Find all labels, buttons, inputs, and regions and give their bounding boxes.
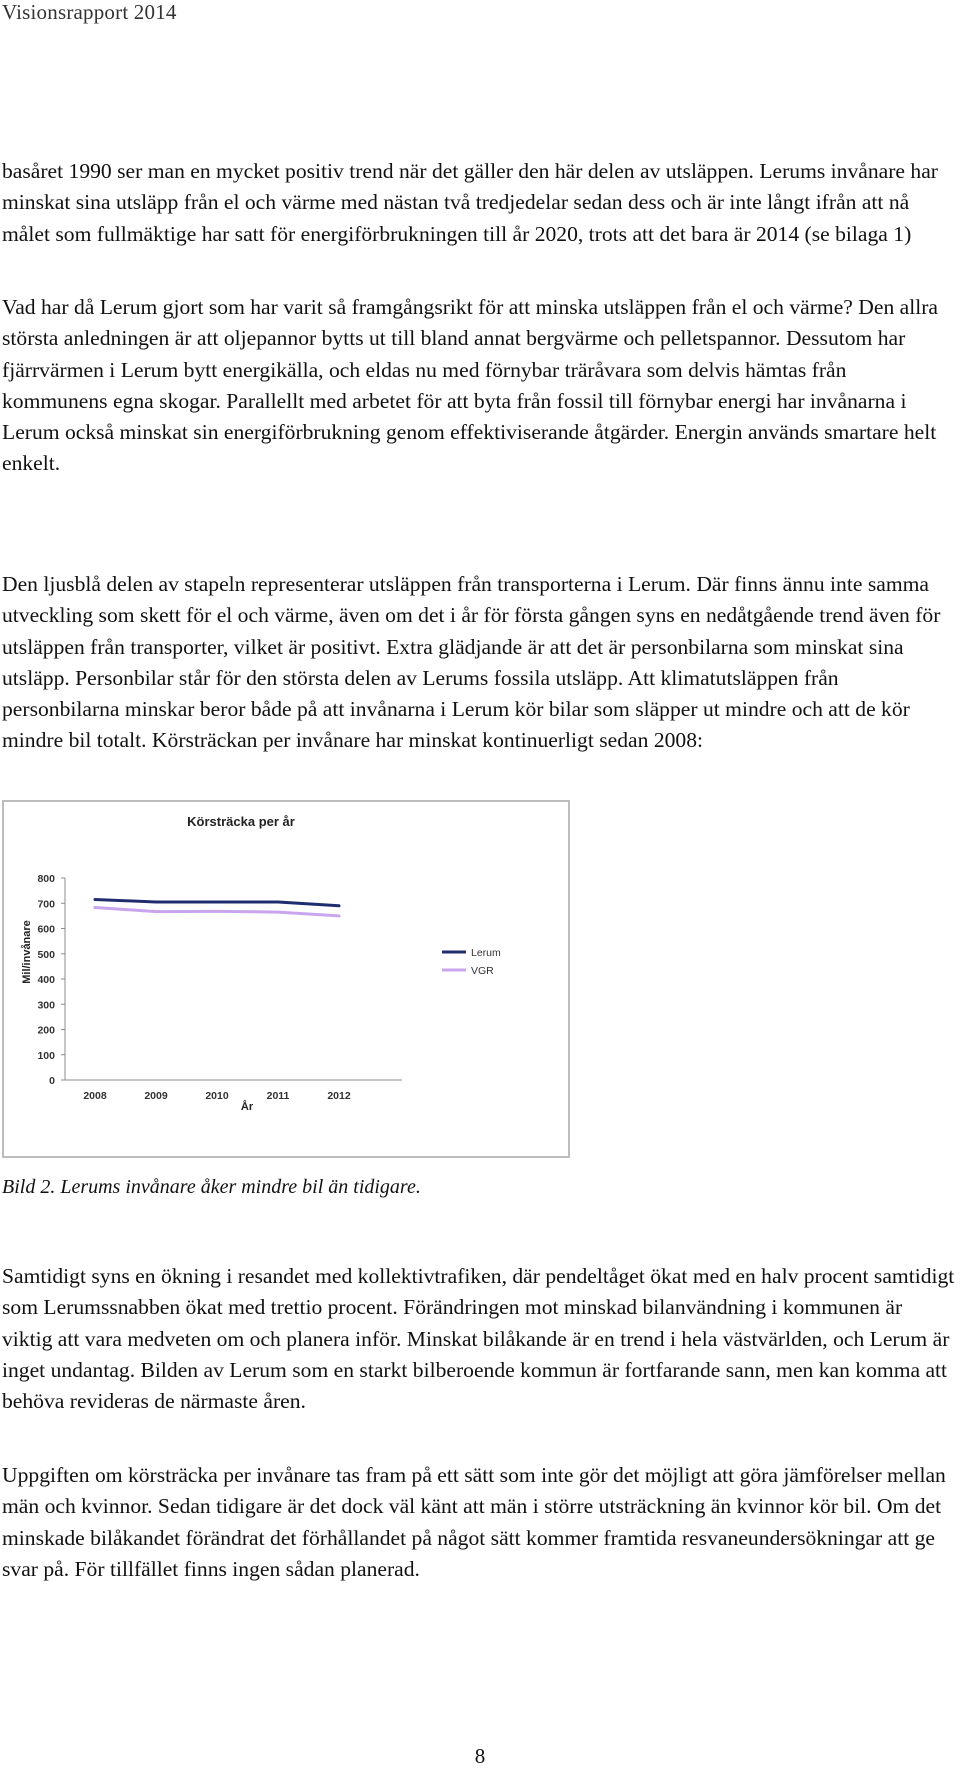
y-tick-label: 600	[37, 924, 55, 936]
chart-figure	[2, 800, 570, 1158]
y-tick-label: 700	[37, 898, 55, 910]
y-tick-label: 200	[37, 1025, 55, 1037]
paragraph-public-transport: Samtidigt syns en ökning i resandet med kollektivtrafiken, där pendeltåget ökat med en halv procent samtidigt som Lerumssnabben ökat med trettio procent. Förändringen mot minskad bilanvändning i kommunen är viktig att vara medveten om och planera inför. Minskat bilåkande är en trend i hela västvärlden, och Lerum är inget undantag. Bilden av Lerum som en starkt bilberoende kommun är fortfarande sann, men kan komma att behöva revideras de närmaste åren.	[2, 1261, 957, 1417]
document-header: Visionsrapport 2014	[2, 0, 177, 25]
x-axis-label: År	[241, 1100, 254, 1113]
series-line-vgr	[95, 908, 339, 916]
legend-label-lerum: Lerum	[471, 947, 501, 959]
paragraph-heat-electricity: Vad har då Lerum gjort som har varit så framgångsrikt för att minska utsläppen från el och värme? Den allra största anledningen är att oljepannor bytts ut till bland annat bergvärme och pelletspannor. Dessutom har fjärrvärmen i Lerum bytt energikälla, och eldas nu med förnybar träråvara som delvis hämtas från kommunens egna skogar. Parallellt med arbetet för att byta från fossil till förnybar energi har invånarna i Lerum också minskat sin energiförbrukning genom effektiviserande åtgärder. Energin används smartare helt enkelt.	[2, 292, 957, 480]
paragraph-emissions-trend: basåret 1990 ser man en mycket positiv trend när det gäller den här delen av utsläppen. Lerums invånare har minskat sina utsläpp från el och värme med nästan två tredjedelar sedan dess och är inte långt ifrån att nå målet som fullmäktige har satt för energiförbrukningen till år 2020, trots att det bara är 2014 (se bilaga 1)	[2, 156, 957, 250]
y-tick-label: 800	[37, 873, 55, 885]
x-tick-label: 2009	[144, 1090, 168, 1102]
y-tick-label: 400	[37, 974, 55, 986]
chart-title: Körsträcka per år	[187, 814, 295, 829]
y-tick-label: 500	[37, 949, 55, 961]
y-tick-label: 0	[49, 1075, 55, 1087]
page-number: 8	[0, 1744, 960, 1769]
x-tick-label: 2011	[267, 1090, 290, 1102]
paragraph-gender-data: Uppgiften om körsträcka per invånare tas fram på ett sätt som inte gör det möjligt att göra jämförelser mellan män och kvinnor. Sedan tidigare är det dock väl känt att män i större utsträckning än kvinnor kör bil. Om det minskade bilåkandet förändrat det förhållandet på något sätt kommer framtida resvaneundersökningar att ge svar på. För tillfället finns ingen sådan planerad.	[2, 1460, 957, 1585]
legend-label-vgr: VGR	[471, 965, 494, 977]
y-axis-label: Mil/invånare	[21, 920, 33, 984]
y-tick-label: 300	[37, 999, 55, 1011]
series-line-lerum	[95, 899, 339, 905]
line-chart	[4, 802, 568, 1156]
x-tick-label: 2008	[83, 1090, 107, 1102]
figure-caption: Bild 2. Lerums invånare åker mindre bil än tidigare.	[2, 1176, 421, 1199]
y-tick-label: 100	[37, 1050, 55, 1062]
plot-area	[37, 873, 501, 1102]
x-tick-label: 2010	[205, 1090, 229, 1102]
paragraph-transport: Den ljusblå delen av stapeln representerar utsläppen från transporterna i Lerum. Där finns ännu inte samma utveckling som skett för el och värme, även om det i år för första gången syns en nedåtgående trend även för utsläppen från transporter, vilket är positivt. Extra glädjande är att det är personbilarna som minskat sina utsläpp. Personbilar står för den största delen av Lerums fossila utsläpp. Att klimatutsläppen från personbilarna minskar beror både på att invånarna i Lerum kör bilar som släpper ut mindre och att de kör mindre bil totalt. Körsträckan per invånare har minskat kontinuerligt sedan 2008:	[2, 569, 957, 757]
x-tick-label: 2012	[327, 1090, 351, 1102]
